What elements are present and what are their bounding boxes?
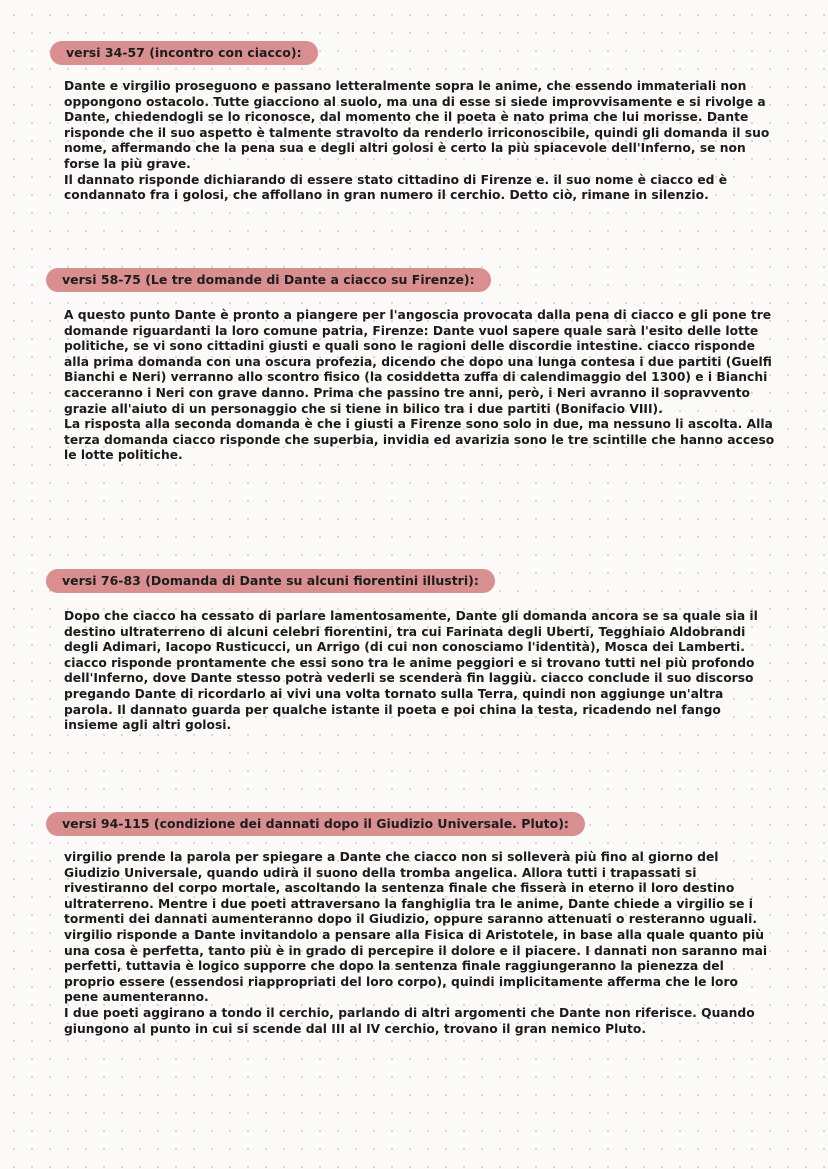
- section-body: [64, 308, 776, 464]
- section-heading: versi 94-115 (condizione dei dannati dopo il Giudizio Universale. Pluto):: [46, 812, 585, 836]
- paragraph: Il dannato risponde dichiarando di essere stato cittadino di Firenze e. il suo nome è ciacco ed è condannato fra i golosi, che affollano in gran numero il cerchio. Detto ciò, rimane in silenzio.: [64, 172, 728, 203]
- paragraph: virgilio prende la parola per spiegare a Dante che ciacco non si solleverà più fino al giorno del Giudizio Universale, quando udirà il suono della tromba angelica. Allora tutti i trapassati si rivestiranno del corpo mortale, ascoltando la sentenza finale che fisserà in eterno il loro destino ultraterreno. Mentre i due poeti attraversano la fanghiglia tra le anime, Dante chiede a virgilio se i tormenti dei dannati aumenteranno dopo il Giudizio, oppure saranno attenuati o resteranno uguali. virgilio risponde a Dante invitandolo a pensare alla Fisica di Aristotele, in base alla quale quanto più una cosa è perfetta, tanto più è in grado di percepire il dolore e il piacere. I dannati non saranno mai perfetti, tuttavia è logico supporre che dopo la sentenza finale raggiungeranno la pienezza del proprio essere (essendosi riappropriati del loro corpo), quindi implicitamente afferma che le loro pene aumenteranno.: [64, 850, 768, 1005]
- paragraph: Dopo che ciacco ha cessato di parlare lamentosamente, Dante gli domanda ancora se sa quale sia il destino ultraterreno di alcuni celebri fiorentini, tra cui Farinata degli Uberti, Tegghiaio Aldobrandi degli Adimari, Iacopo Rusticucci, un Arrigo (di cui non conosciamo l'identità), Mosca dei Lamberti. ciacco risponde prontamente che essi sono tra le anime peggiori e si trovano tutti nel più profondo dell'Inferno, dove Dante stesso potrà vederli se scenderà fin laggiù. ciacco conclude il suo discorso pregando Dante di ricordarlo ai vivi una volta tornato sulla Terra, quindi non aggiunge un'altra parola. Il dannato guarda per qualche istante il poeta e poi china la testa, ricadendo nel fango insieme agli altri golosi.: [64, 609, 758, 733]
- paragraph: I due poeti aggirano a tondo il cerchio, parlando di altri argomenti che Dante non riferisce. Quando giungono al punto in cui si scende dal III al IV cerchio, trovano il gran nemico Pluto.: [64, 1005, 755, 1036]
- section-body: [64, 79, 776, 204]
- section-heading: versi 58-75 (Le tre domande di Dante a ciacco su Firenze):: [46, 268, 491, 292]
- section-heading: versi 76-83 (Domanda di Dante su alcuni fiorentini illustri):: [46, 569, 495, 593]
- paragraph: Dante e virgilio proseguono e passano letteralmente sopra le anime, che essendo immateriali non oppongono ostacolo. Tutte giacciono al suolo, ma una di esse si siede improvvisamente e si rivolge a Dante, chiedendogli se lo riconosce, dal momento che il poeta è nato prima che lui morisse. Dante risponde che il suo aspetto è talmente stravolto da renderlo irriconoscibile, quindi gli domanda il suo nome, affermando che la pena sua e degli altri golosi è certo la più spiacevole dell'Inferno, se non forse la più grave.: [64, 79, 770, 171]
- section-body: [64, 850, 776, 1037]
- paragraph: La risposta alla seconda domanda è che i giusti a Firenze sono solo in due, ma nessuno li ascolta. Alla terza domanda ciacco risponde che superbia, invidia ed avarizia sono le tre scintille che hanno acceso le lotte politiche.: [64, 417, 775, 463]
- paragraph: A questo punto Dante è pronto a piangere per l'angoscia provocata dalla pena di ciacco e gli pone tre domande riguardanti la loro comune patria, Firenze: Dante vuol sapere quale sarà l'esito delle lotte politiche, se vi sono cittadini giusti e quali sono le ragioni delle discordie intestine. ciacco risponde alla prima domanda con una oscura profezia, dicendo che dopo una lunga contesa i due partiti (Guelfi Bianchi e Neri) verranno allo scontro fisico (la cosiddetta zuffa di calendimaggio del 1300) e i Bianchi cacceranno i Neri con grave danno. Prima che passino tre anni, però, i Neri avranno il sopravvento grazie all'aiuto di un personaggio che si tiene in bilico tra i due partiti (Bonifacio VIII).: [64, 308, 772, 416]
- section-heading: versi 34-57 (incontro con ciacco):: [50, 41, 318, 65]
- section-body: [64, 609, 776, 734]
